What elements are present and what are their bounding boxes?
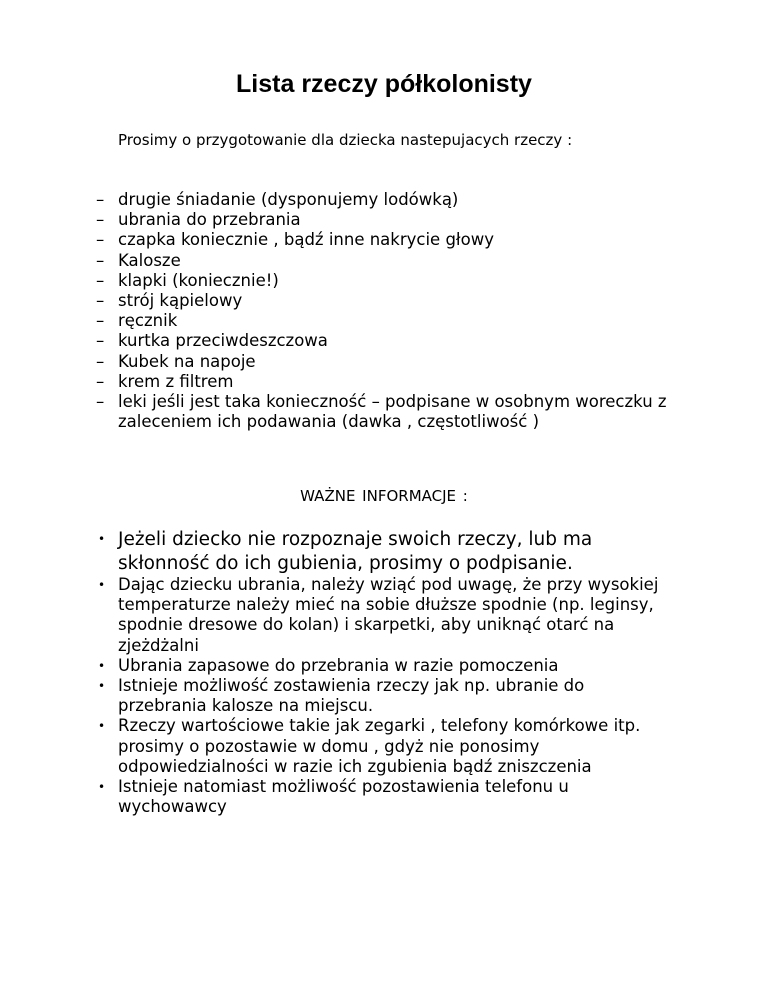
bullet-marker: •: [98, 679, 106, 694]
list-item-text: leki jeśli jest taka konieczność – podpisane w osobnym woreczku z zaleceniem ich podawania (dawka , częstotliwość ): [118, 392, 667, 432]
info-item-text: Jeżeli dziecko nie rozpoznaje swoich rzeczy, lub ma skłonność do ich gubienia, prosimy o podpisanie.: [118, 529, 593, 574]
info-item-text: Istnieje możliwość zostawienia rzeczy jak np. ubranie do przebrania kalosze na miejscu.: [118, 676, 585, 716]
info-item: [0, 676, 678, 716]
dash-marker: –: [96, 190, 105, 209]
info-heading: WAŻNE INFORMACJE :: [300, 487, 468, 505]
list-item: [0, 230, 718, 250]
list-item-text: ręcznik: [118, 311, 178, 331]
info-item-text: Rzeczy wartościowe takie jak zegarki , telefony komórkowe itp. prosimy o pozostawie w domu , gdyż nie ponosimy odpowiedzialności w razie ich zgubienia bądź zniszczenia: [118, 716, 641, 776]
list-item: [0, 190, 718, 210]
list-item: [0, 311, 718, 331]
list-item-text: Kubek na napoje: [118, 351, 256, 371]
list-item-text: krem z filtrem: [118, 371, 234, 391]
list-item-text: ubrania do przebrania: [118, 210, 301, 230]
list-item-text: Kalosze: [118, 250, 181, 270]
bullet-marker: •: [98, 719, 106, 734]
info-item: [0, 575, 678, 656]
list-item-text: strój kąpielowy: [118, 291, 243, 311]
dash-marker: –: [96, 311, 105, 331]
dash-marker: –: [96, 331, 105, 351]
bullet-marker: •: [98, 532, 106, 546]
list-item: [0, 271, 718, 291]
list-item: [0, 372, 718, 392]
list-item: [0, 352, 718, 372]
page-title: Lista rzeczy półkolonisty: [236, 70, 532, 98]
dash-marker: –: [96, 351, 105, 371]
dash-marker: –: [96, 250, 105, 270]
list-item: [0, 291, 718, 311]
items-list: [0, 190, 718, 432]
list-item-text: kurtka przeciwdeszczowa: [118, 331, 328, 351]
list-item-text: drugie śniadanie (dysponujemy lodówką): [118, 190, 459, 209]
dash-marker: –: [96, 210, 105, 230]
dash-marker: –: [96, 291, 105, 311]
dash-marker: –: [96, 270, 105, 290]
list-item-text: czapka koniecznie , bądź inne nakrycie głowy: [118, 230, 494, 250]
dash-marker: –: [96, 230, 105, 250]
bullet-marker: •: [98, 780, 106, 795]
list-item: [0, 331, 718, 351]
info-item-text: Dając dziecku ubrania, należy wziąć pod uwagę, że przy wysokiej temperaturze należy mieć na sobie dłuższe spodnie (np. leginsy, spodnie dresowe do kolan) i skarpetki, aby uniknąć otarć na zjeżdżalni: [118, 575, 659, 655]
info-item: [0, 777, 678, 817]
list-item: [0, 392, 718, 432]
info-list: [0, 528, 678, 817]
info-item: [0, 528, 658, 575]
info-item: [0, 656, 678, 676]
info-item-text: Istnieje natomiast możliwość pozostawienia telefonu u wychowawcy: [118, 777, 569, 817]
dash-marker: –: [96, 392, 105, 412]
info-item: [0, 716, 678, 777]
info-item-text: Ubrania zapasowe do przebrania w razie pomoczenia: [118, 655, 559, 675]
bullet-marker: •: [98, 578, 106, 592]
list-item: [0, 251, 718, 271]
dash-marker: –: [96, 371, 105, 391]
bullet-marker: •: [98, 658, 106, 673]
intro-text: Prosimy o przygotowanie dla dziecka nastepujacych rzeczy :: [118, 131, 573, 149]
list-item-text: klapki (koniecznie!): [118, 270, 279, 290]
list-item: [0, 210, 718, 230]
